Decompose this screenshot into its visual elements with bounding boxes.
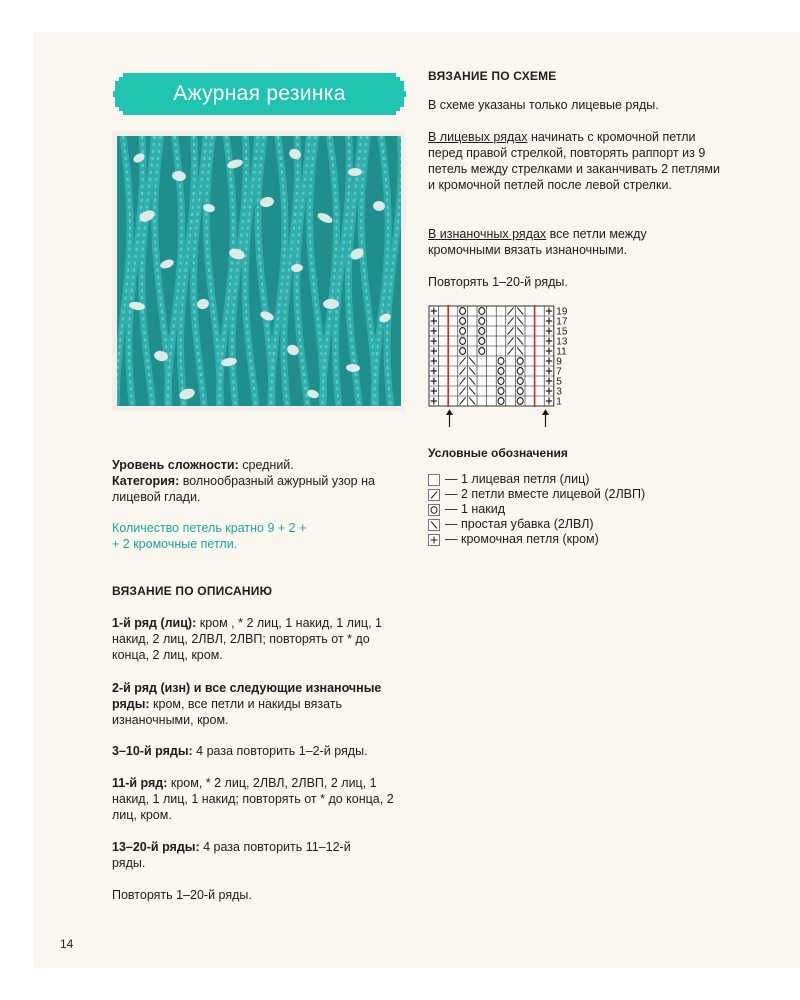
repeat-arrow-icon — [446, 409, 453, 427]
row-number-label: 17 — [556, 316, 568, 328]
row-number-label: 15 — [556, 326, 568, 338]
page-number: 14 — [60, 937, 74, 951]
scheme-heading: ВЯЗАНИЕ ПО СХЕМЕ — [428, 69, 557, 83]
difficulty-label: Уровень сложности: — [112, 458, 239, 472]
legend-item-text: — 1 лицевая петля (лиц) — [445, 472, 590, 486]
yarn-over-icon — [428, 504, 440, 516]
stitch-count-line-2: + 2 кромочные петли. — [112, 537, 238, 551]
row-text: кром, все петли и накиды вязать изнаночными, кром. — [112, 697, 343, 727]
difficulty-value: средний. — [238, 458, 294, 472]
repeat-arrow-icon — [542, 409, 549, 427]
row-label: 13–20-й ряды: — [112, 840, 200, 854]
row-label: 2-й ряд (изн) и все следующие изнаночные ряды: — [112, 681, 382, 711]
legend-item — [428, 472, 645, 487]
title-banner — [113, 73, 406, 115]
legend-item — [428, 487, 645, 502]
page-title: Ажурная резинка — [173, 82, 346, 105]
row-number-label: 1 — [556, 396, 562, 408]
knit-stitch-icon — [428, 474, 440, 486]
description-row-3 — [112, 743, 412, 759]
stitch-count-note — [112, 520, 402, 552]
row-text: 4 раза повторить 1–2-й ряды. — [192, 744, 368, 758]
row-number-label: 5 — [556, 376, 562, 388]
row-number-label: 3 — [556, 386, 562, 398]
row-text: 4 раза повторить 11–12-й ряды. — [112, 840, 351, 870]
category-value: волнообразный ажурный узор на лицевой глади. — [112, 474, 375, 504]
legend-item — [428, 517, 645, 532]
knitting-chart — [428, 304, 598, 438]
scheme-paragraph-4: Повторять 1–20-й ряды. — [428, 275, 568, 289]
scheme-paragraph-3 — [428, 226, 698, 258]
k2tog-left-icon — [428, 519, 440, 531]
legend-item — [428, 532, 645, 547]
scheme-paragraph-1: В схеме указаны только лицевые ряды. — [428, 98, 659, 112]
row-number-label: 19 — [556, 306, 568, 318]
row-number-label: 7 — [556, 366, 562, 378]
edge-stitch-icon — [428, 534, 440, 546]
description-row-2 — [112, 680, 388, 728]
description-row-5 — [112, 839, 372, 871]
lace-rib-swatch-image — [117, 136, 401, 406]
row-label: 1-й ряд (лиц): — [112, 616, 197, 630]
description-row-4 — [112, 775, 408, 823]
legend-item-text: — простая убавка (2ЛВЛ) — [445, 517, 594, 531]
knitted-swatch-photo — [112, 131, 406, 411]
difficulty-block — [112, 457, 382, 505]
description-row-1 — [112, 615, 402, 663]
legend-item-text: — кромочная петля (кром) — [445, 532, 599, 546]
category-label: Категория: — [112, 474, 180, 488]
legend-title: Условные обозначения — [428, 446, 568, 460]
description-heading: ВЯЗАНИЕ ПО ОПИСАНИЮ — [112, 584, 273, 598]
legend-item-text: — 1 накид — [445, 502, 505, 516]
row-text: кром, * 2 лиц, 2ЛВЛ, 2ЛВП, 2 лиц, 1 накид, 1 лиц, 1 накид; повторять от * до конца, 2 лиц, кром. — [112, 776, 394, 822]
row-label: 3–10-й ряды: — [112, 744, 193, 758]
row-label: 11-й ряд: — [112, 776, 168, 790]
scheme-p3-label: В изнаночных рядах — [428, 227, 547, 241]
description-final: Повторять 1–20-й ряды. — [112, 888, 252, 902]
legend-list — [428, 472, 645, 547]
stitch-count-line-1: Количество петель кратно 9 + 2 + — [112, 521, 307, 535]
legend-item — [428, 502, 645, 517]
k2tog-right-icon — [428, 489, 440, 501]
row-text: кром , * 2 лиц, 1 накид, 1 лиц, 1 накид, 2 лиц, 2ЛВЛ, 2ЛВП; повторять от * до конца, 2 лиц, кром. — [112, 616, 382, 662]
scheme-p2-label: В лицевых рядах — [428, 130, 528, 144]
legend-item-text: — 2 петли вместе лицевой (2ЛВП) — [445, 487, 646, 501]
row-number-label: 9 — [556, 356, 562, 368]
knitting-chart-grid — [428, 304, 598, 438]
row-number-label: 11 — [556, 346, 567, 358]
scheme-p2-text: начинать с кромочной петли перед правой стрелкой, повторять раппорт из 9 петель между стрелками и заканчивать 2 петлями и кромочной петлей после левой стрелки. — [428, 130, 720, 192]
scheme-p3-text: все петли между кромочными вязать изнаночными. — [428, 227, 647, 257]
scheme-paragraph-2 — [428, 129, 728, 193]
row-number-label: 13 — [556, 336, 568, 348]
